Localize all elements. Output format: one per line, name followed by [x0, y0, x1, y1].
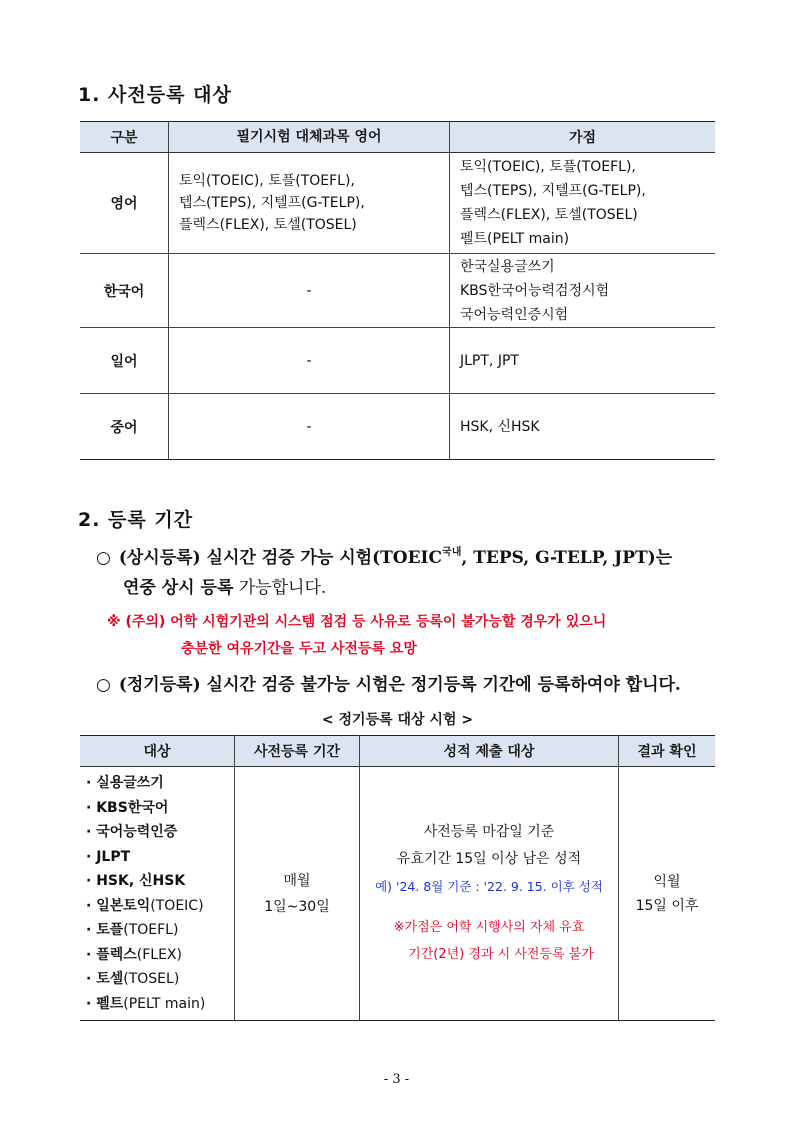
period-cell — [235, 767, 360, 1021]
submit-line: 유효기간 15일 이상 남은 성적 — [396, 851, 582, 867]
submit-line: 사전등록 마감일 기준 — [423, 824, 555, 840]
bullet-text: , TEPS, G-TELP, JPT)는 — [461, 548, 673, 568]
cell-line: 토익(TOEIC), 토플(TOEFL), — [179, 173, 355, 189]
list-item: · 국어능력인증 — [86, 824, 178, 840]
caution-note-line-1: ※ (주의) 어학 시험기관의 시스템 점검 등 사유로 등록이 불가능할 경우가 있으니 — [107, 614, 607, 630]
bullet-line-2 — [123, 573, 326, 603]
header-substitute-english: 필기시험 대체과목 영어 — [169, 122, 450, 153]
table-row — [80, 328, 715, 394]
bullet-mark: ○ — [96, 675, 111, 695]
table-row — [80, 153, 715, 254]
table-row — [80, 767, 715, 1021]
cell-line: 플렉스(FLEX), 토셀(TOSEL) — [460, 207, 638, 223]
cell-line: 한국실용글쓰기 — [460, 258, 555, 275]
bullet-regular-registration — [96, 538, 736, 573]
row-category: 영어 — [80, 153, 169, 254]
header-submit: 성적 제출 대상 — [360, 736, 619, 767]
caution-note-line-2: 충분한 여유기간을 두고 사전등록 요망 — [181, 641, 417, 657]
cell-line: 텝스(TEPS), 지텔프(G-TELP), — [179, 195, 365, 211]
header-result: 결과 확인 — [619, 736, 716, 767]
table-2-caption: < 정기등록 대상 시험 > — [321, 712, 474, 728]
row-category: 중어 — [80, 394, 169, 460]
list-item: · 토셀(TOSEL) — [86, 971, 180, 987]
list-item: · 토플(TOEFL) — [86, 922, 179, 938]
row-bonus: HSK, 신HSK — [450, 394, 716, 460]
row-substitute: - — [169, 328, 450, 394]
cell-line: 토익(TOEIC), 토플(TOEFL), — [460, 159, 636, 175]
header-period: 사전등록 기간 — [235, 736, 360, 767]
cell-line: 텝스(TEPS), 지텔프(G-TELP), — [460, 183, 646, 199]
header-bonus: 가점 — [450, 122, 716, 153]
list-item: · 펠트(PELT main) — [86, 995, 206, 1012]
submit-note: ※가점은 어학 시행사의 자체 유효 — [393, 920, 585, 935]
header-category: 구분 — [80, 122, 169, 153]
sup-domestic: 국내 — [442, 547, 462, 558]
result-line: 익월 — [653, 873, 681, 890]
row-bonus: JLPT, JPT — [450, 328, 716, 394]
section-2-title: 2. 등록 기간 — [78, 509, 194, 531]
registration-target-table — [80, 121, 715, 460]
list-item: · HSK, 신HSK — [86, 873, 186, 889]
row-substitute — [169, 153, 450, 254]
table-header-row — [80, 736, 715, 767]
cell-line: KBS한국어능력검정시험 — [460, 282, 610, 299]
header-target: 대상 — [80, 736, 235, 767]
target-list — [80, 767, 235, 1021]
period-line: 1일~30일 — [264, 898, 330, 915]
periodic-registration-table — [80, 735, 715, 1021]
cell-line: 펠트(PELT main) — [460, 231, 570, 247]
cell-line: 국어능력인증시험 — [460, 306, 569, 323]
result-line: 15일 이후 — [635, 897, 699, 914]
row-bonus — [450, 153, 716, 254]
bullet-bold: 연중 상시 등록 — [123, 578, 234, 598]
list-item: · JLPT — [86, 848, 131, 865]
row-category: 일어 — [80, 328, 169, 394]
page-number: - 3 - — [383, 1072, 410, 1087]
row-bonus — [450, 254, 716, 328]
list-item: · KBS한국어 — [86, 799, 169, 816]
table-row — [80, 394, 715, 460]
submit-note: 기간(2년) 경과 시 사전등록 불가 — [408, 947, 594, 962]
result-cell — [619, 767, 716, 1021]
submit-cell — [360, 767, 619, 1021]
submit-example: 예) '24. 8월 기준 : '22. 9. 15. 이후 성적 — [375, 879, 603, 894]
bullet-text: (상시등록) 실시간 검증 가능 시험(TOEIC — [118, 548, 443, 568]
period-line: 매월 — [283, 872, 311, 889]
cell-line: 플렉스(FLEX), 토셀(TOSEL) — [179, 217, 357, 233]
table-row — [80, 254, 715, 328]
list-item: · 일본토익(TOEIC) — [86, 897, 204, 914]
row-category: 한국어 — [80, 254, 169, 328]
bullet-mark: ○ — [96, 548, 111, 568]
bullet-text: (정기등록) 실시간 검증 불가능 시험은 정기등록 기간에 등록하여야 합니다. — [118, 675, 681, 695]
table-header-row — [80, 122, 715, 153]
section-1-title: 1. 사전등록 대상 — [78, 84, 232, 106]
list-item: · 플렉스(FLEX) — [86, 946, 182, 963]
row-substitute: - — [169, 394, 450, 460]
bullet-periodic-registration — [96, 670, 736, 700]
list-item: · 실용글쓰기 — [86, 775, 164, 791]
row-substitute: - — [169, 254, 450, 328]
bullet-rest: 가능합니다. — [233, 578, 327, 598]
